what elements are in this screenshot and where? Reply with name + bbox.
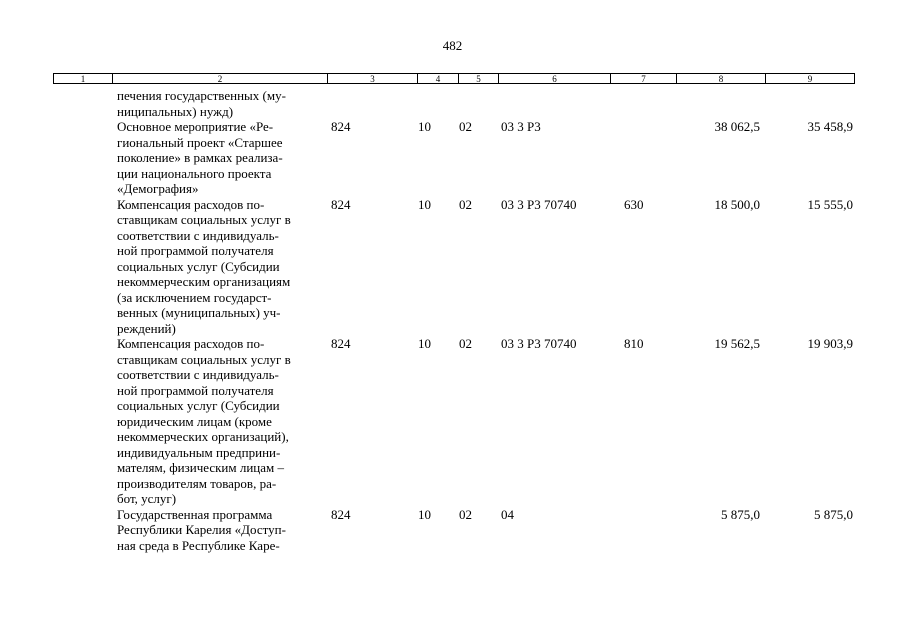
row-cell-c3: 824 [331, 336, 351, 351]
row-name-line: Государственная программа [117, 506, 273, 522]
row-cell-c5: 02 [459, 119, 472, 134]
row-cell-c9: 5 875,0 [814, 506, 853, 522]
row-name-line: ной программой получателя [117, 382, 274, 398]
row-name-line: некоммерческим организациям [117, 274, 291, 289]
column-number-4: 4 [417, 74, 458, 83]
row-name-line: «Демография» [117, 181, 199, 196]
row-cell-c4 [416, 88, 457, 119]
table-row [53, 336, 853, 507]
row-cell-c3: 824 [331, 196, 351, 212]
table-body [53, 88, 853, 553]
row-name-cell [53, 507, 326, 554]
column-number-3: 3 [327, 74, 417, 83]
row-name-line: Компенсация расходов по- [117, 196, 265, 212]
row-cell-c8: 5 875,0 [721, 506, 760, 522]
row-cell-c5: 02 [459, 506, 472, 522]
row-name-line: венных (муниципальных) уч- [117, 305, 281, 320]
row-name-cell [53, 88, 326, 119]
row-name-line: ставщикам социальных услуг в [117, 212, 291, 227]
row-cell-c6: 03 3 P3 70740 [501, 336, 577, 351]
row-cell-c7: 630 [624, 196, 644, 212]
row-name-line: ставщикам социальных услуг в [117, 351, 291, 367]
row-name-line: ниципальных) нужд) [117, 103, 234, 119]
row-cell-c8: 18 500,0 [714, 196, 760, 212]
row-name-line: юридическим лицам (кроме [117, 413, 272, 429]
row-name-line: ной программой получателя [117, 243, 274, 258]
row-cell-c7 [609, 507, 675, 554]
row-name-line: производителям товаров, ра- [117, 475, 277, 491]
row-name-line: Основное мероприятие «Ре- [117, 119, 274, 134]
column-number-6: 6 [498, 74, 610, 83]
row-cell-c3 [326, 88, 416, 119]
row-cell-c6 [497, 88, 609, 119]
table-row [53, 507, 853, 554]
row-cell-c7 [609, 119, 675, 197]
row-cell-c3: 824 [331, 119, 351, 134]
row-cell-c5: 02 [459, 336, 472, 351]
row-name-line: соответствии с индивидуаль- [117, 227, 279, 243]
row-name-line: Республики Карелия «Доступ- [117, 522, 286, 537]
column-number-9: 9 [765, 74, 854, 83]
row-cell-c6: 03 3 P3 [501, 119, 541, 134]
row-cell-c8: 38 062,5 [714, 119, 760, 134]
row-cell-c5 [457, 88, 497, 119]
row-cell-c9: 35 458,9 [807, 119, 853, 134]
row-name-line: соответствии с индивидуаль- [117, 367, 279, 382]
row-name-cell [53, 119, 326, 197]
row-cell-c5: 02 [459, 196, 472, 212]
row-cell-c9 [764, 88, 853, 119]
row-cell-c7: 810 [624, 336, 644, 351]
row-name-line: индивидуальным предприни- [117, 444, 281, 460]
row-name-line: бот, услуг) [117, 491, 177, 506]
row-cell-c9: 19 903,9 [807, 336, 853, 351]
row-cell-c3: 824 [331, 506, 351, 522]
row-name-line: мателям, физическим лицам – [117, 460, 284, 475]
table-row [53, 119, 853, 197]
row-name-cell [53, 197, 326, 337]
row-name-line: некоммерческих организаций), [117, 429, 289, 444]
row-cell-c8: 19 562,5 [714, 336, 760, 351]
table-row [53, 88, 853, 119]
row-cell-c4: 10 [418, 336, 431, 351]
row-cell-c7 [609, 88, 675, 119]
column-number-8: 8 [676, 74, 765, 83]
row-name-line: Компенсация расходов по- [117, 336, 265, 351]
row-cell-c9: 15 555,0 [807, 196, 853, 212]
row-name-line: печения государственных (му- [117, 88, 286, 103]
row-name-line: поколение» в рамках реализа- [117, 150, 283, 165]
column-number-2: 2 [112, 74, 327, 83]
row-cell-c4: 10 [418, 196, 431, 212]
table-column-numbers [53, 73, 855, 84]
row-name-line: ная среда в Республике Каре- [117, 537, 280, 553]
row-name-line: социальных услуг (Субсидии [117, 258, 280, 274]
row-cell-c4: 10 [418, 119, 431, 134]
row-name-line: гиональный проект «Старшее [117, 134, 283, 150]
column-number-5: 5 [458, 74, 498, 83]
row-name-cell [53, 336, 326, 507]
column-number-1: 1 [80, 74, 86, 84]
page-number: 482 [442, 38, 463, 53]
row-name-line: (за исключением государст- [117, 289, 272, 305]
row-name-line: социальных услуг (Субсидии [117, 398, 280, 413]
row-name-line: ции национального проекта [117, 165, 272, 181]
row-name-line: реждений) [117, 320, 176, 336]
row-cell-c4: 10 [418, 506, 431, 522]
column-number-7: 7 [610, 74, 676, 83]
row-cell-c8 [675, 88, 764, 119]
table-row [53, 197, 853, 337]
row-cell-c6: 03 3 P3 70740 [501, 196, 577, 212]
row-cell-c6: 04 [501, 506, 514, 522]
